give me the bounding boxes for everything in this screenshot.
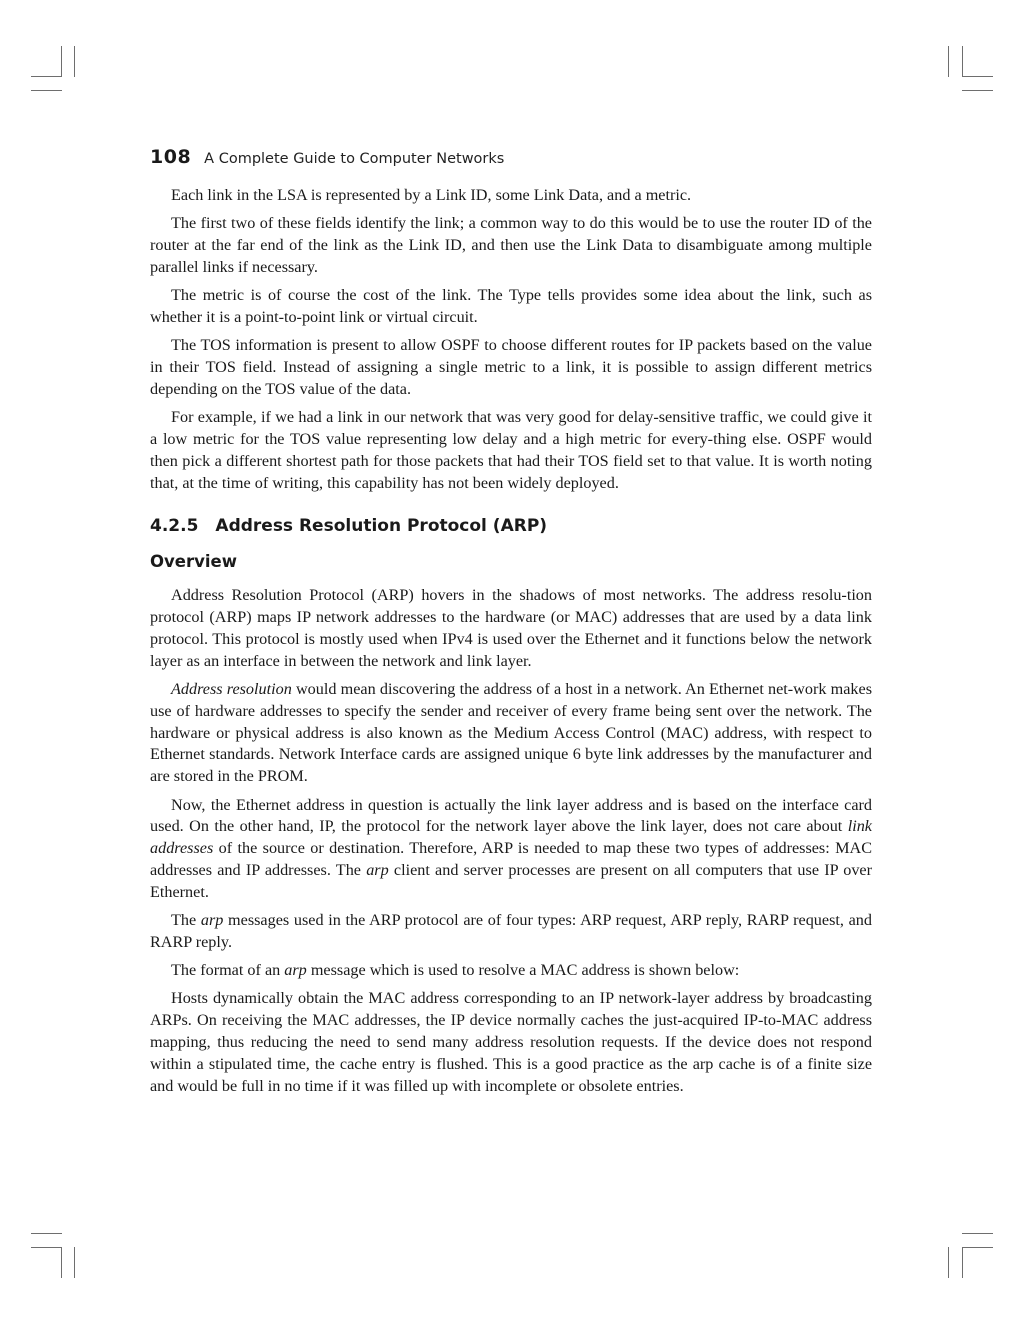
paragraph-link-representation: Each link in the LSA is represented by a Link ID, some Link Data, and a metric. bbox=[171, 186, 692, 204]
paragraph-text: message which is used to resolve a MAC address is shown below: bbox=[306, 961, 740, 980]
paragraph-arp-intro: Address Resolution Protocol (ARP) hovers in the shadows of most networks. The address resolu-tion protocol (ARP) maps IP network addresses to the hardware (or MAC) addresses that are used by a data link protocol. This protocol is mostly used when IPv4 is used over the Ethernet and it functions below the network layer as an interface in between the network and link layer. bbox=[150, 586, 872, 670]
section-number: 4.2.5 bbox=[150, 516, 199, 537]
crop-mark-bottom-left-vertical-2 bbox=[74, 1247, 75, 1278]
page-body bbox=[150, 146, 872, 1104]
paragraph-arp-caching: Hosts dynamically obtain the MAC address corresponding to an IP network-layer address by broadcasting ARPs. On receiving the MAC addresses, the IP device normally caches the just-acquired IP-to-MAC address mapping, thus reducing the need to send many address resolution requests. If the device does not respond within a stipulated time, the cache entry is flushed. This is a good practice as the arp cache is of a finite size and would be full in no time if it was filled up with incomplete or obsolete entries. bbox=[150, 989, 872, 1095]
subsection-heading: Overview bbox=[150, 552, 237, 572]
crop-mark-top-right-horizontal-2 bbox=[962, 90, 993, 91]
page-number: 108 bbox=[150, 146, 192, 168]
paragraph-tos-information: The TOS information is present to allow OSPF to choose different routes for IP packets based on the value in their TOS field. Instead of assigning a single metric to a link, it is possible to assign different metrics depending on the TOS value of the data. bbox=[150, 336, 872, 398]
crop-mark-bottom-left-vertical-1 bbox=[61, 1247, 62, 1278]
crop-mark-top-left-horizontal-2 bbox=[31, 90, 62, 91]
paragraph-text: messages used in the ARP protocol are of four types: ARP request, ARP reply, RARP request, and RARP reply. bbox=[150, 911, 872, 951]
crop-mark-top-right-vertical-2 bbox=[962, 46, 963, 77]
paragraph-link-fields: The first two of these fields identify the link; a common way to do this would be to use the router ID of the router at the far end of the link as the Link ID, and then use the Link Data to disambiguate among multiple parallel links if necessary. bbox=[150, 214, 872, 276]
italic-term: arp bbox=[200, 911, 224, 930]
italic-term: arp bbox=[366, 860, 389, 879]
paragraph-text: Now, the Ethernet address in question is actually the link layer address and is based on the interface card used. On the other hand, IP, the protocol for the network layer above the link layer, does not care about bbox=[150, 795, 872, 836]
paragraph-tos-example: For example, if we had a link in our network that was very good for delay-sensitive traffic, we could give it a low metric for the TOS value representing low delay and a high metric for every-thing else. OSPF would then pick a different shortest path for those packets that had their TOS field set to that value. It is worth noting that, at the time of writing, this capability has not been widely deployed. bbox=[150, 408, 872, 492]
crop-mark-bottom-right-horizontal-1 bbox=[962, 1233, 993, 1234]
crop-mark-bottom-left-horizontal-1 bbox=[31, 1233, 62, 1234]
italic-term: arp bbox=[284, 961, 307, 980]
crop-mark-bottom-right-vertical-1 bbox=[948, 1247, 949, 1278]
paragraph-address-resolution bbox=[150, 679, 872, 788]
crop-mark-top-right-horizontal-1 bbox=[962, 76, 993, 77]
crop-mark-top-left-vertical-2 bbox=[74, 46, 75, 77]
crop-mark-top-left-horizontal-1 bbox=[31, 76, 62, 77]
paragraph-arp-format bbox=[150, 960, 872, 982]
running-head bbox=[150, 146, 872, 172]
paragraph-text: would mean discovering the address of a host in a network. An Ethernet net-work makes use of hardware addresses to specify the sender and receiver of every frame being sent over the network. The hardware or physical address is also known as the Medium Access Control (MAC) address, with respect to Ethernet standards. Network Interface cards are assigned unique 6 byte link addresses by the manufacturer and are stored in the PROM. bbox=[150, 680, 872, 786]
book-title: A Complete Guide to Computer Networks bbox=[204, 151, 505, 167]
italic-term: Address resolution bbox=[171, 680, 292, 699]
paragraph-metric: The metric is of course the cost of the link. The Type tells provides some idea about the link, such as whether it is a point-to-point link or virtual circuit. bbox=[150, 286, 872, 326]
crop-mark-bottom-right-vertical-2 bbox=[962, 1247, 963, 1278]
crop-mark-top-right-vertical-1 bbox=[948, 46, 949, 77]
crop-mark-bottom-right-horizontal-2 bbox=[962, 1247, 993, 1248]
paragraph-link-layer-address bbox=[150, 795, 872, 904]
paragraph-text: of the source or destination. Therefore, ARP is needed to map these two types of addresses: MAC addresses and IP addresses. The bbox=[150, 839, 872, 879]
crop-mark-top-left-vertical-1 bbox=[61, 46, 62, 77]
paragraph-text: The format of an bbox=[171, 961, 285, 980]
italic-term: link addresses bbox=[150, 817, 872, 858]
paragraph-text: client and server processes are present on all computers that use IP over Ethernet. bbox=[150, 860, 872, 901]
section-heading bbox=[150, 516, 872, 536]
paragraph-arp-message-types bbox=[150, 910, 872, 954]
crop-mark-bottom-left-horizontal-2 bbox=[31, 1247, 62, 1248]
paragraph-text: The bbox=[171, 911, 201, 930]
section-title: Address Resolution Protocol (ARP) bbox=[215, 516, 548, 537]
